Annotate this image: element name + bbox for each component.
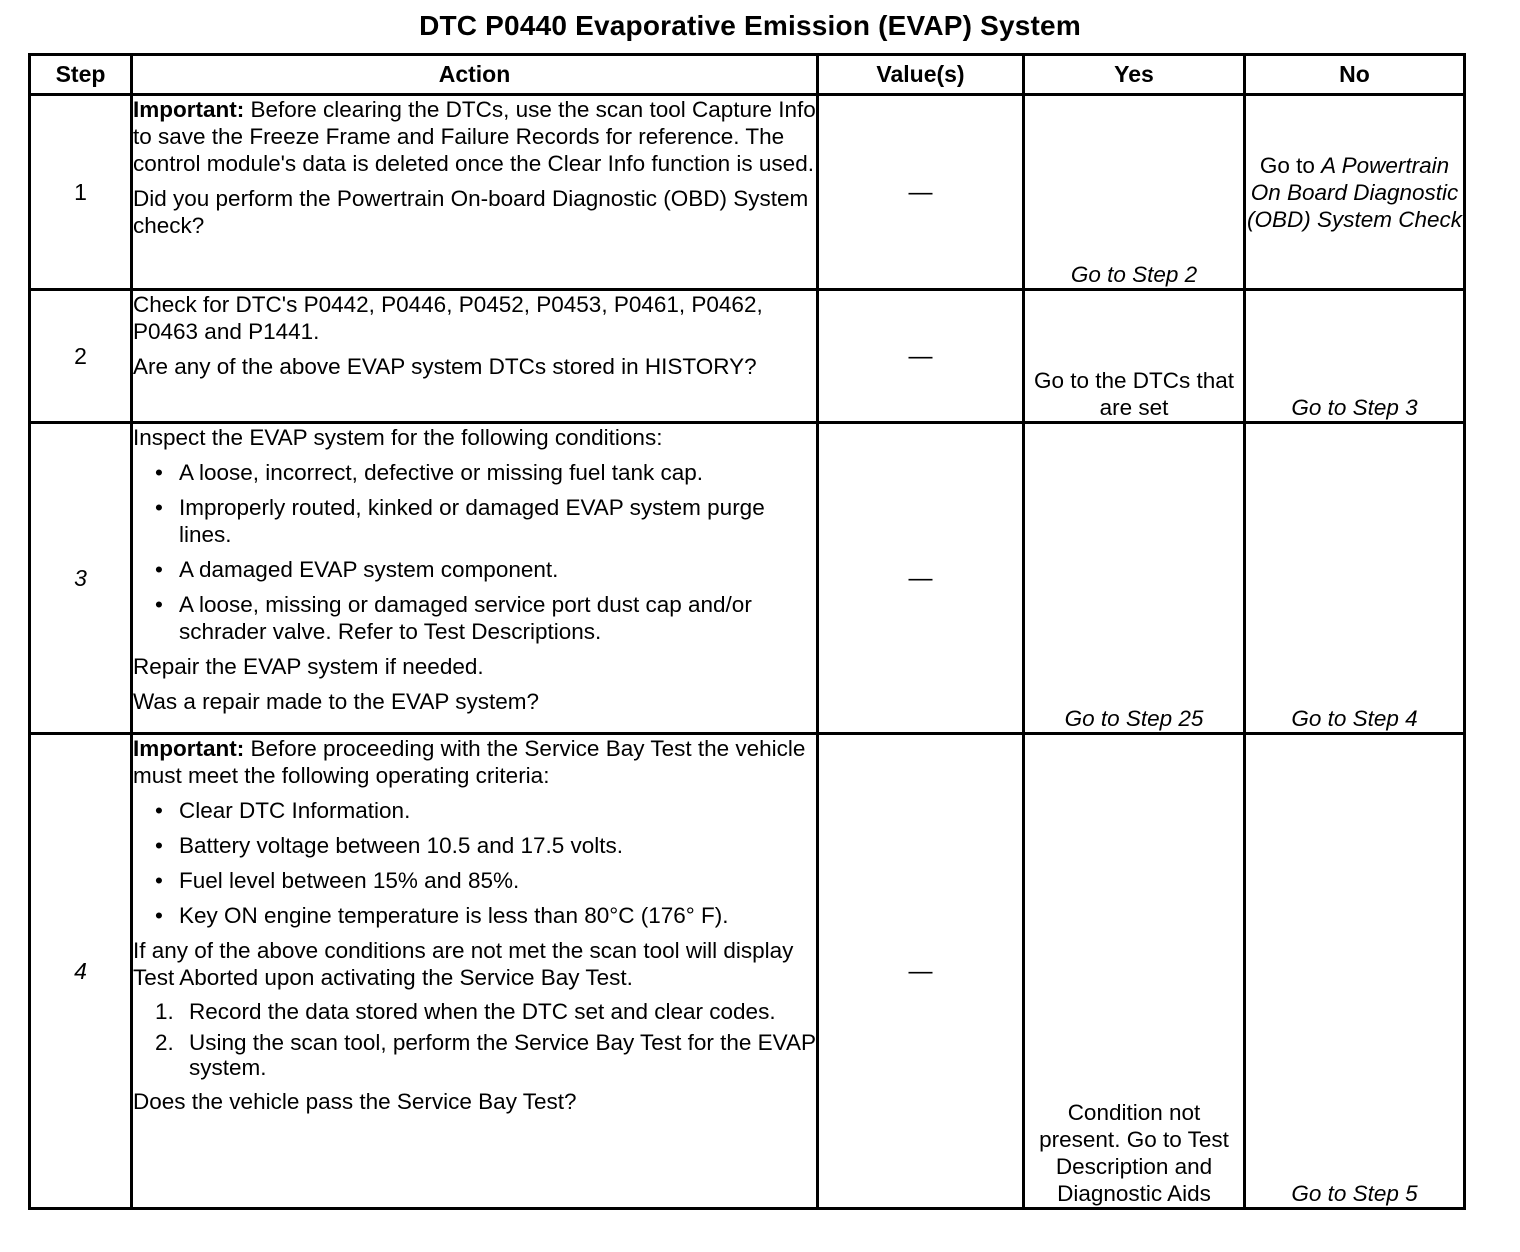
action-cell xyxy=(132,423,818,734)
value-cell: — xyxy=(818,734,1024,1209)
no-cell: Go to Step 4 xyxy=(1245,423,1465,734)
action-intro: Inspect the EVAP system for the following conditions: xyxy=(133,425,663,450)
list-item: • Fuel level between 15% and 85%. xyxy=(133,867,816,894)
list-number: 1. xyxy=(155,999,174,1024)
important-label: Important: xyxy=(133,97,245,122)
list-item: • Key ON engine temperature is less than 80°C (176° F). xyxy=(133,902,816,929)
list-item: • A loose, missing or damaged service port dust cap and/or schrader valve. Refer to Test Descriptions. xyxy=(133,591,816,645)
list-item: • Battery voltage between 10.5 and 17.5 volts. xyxy=(133,832,816,859)
table-row-step-3 xyxy=(30,423,1465,734)
yes-cell: Go to Step 2 xyxy=(1024,95,1245,290)
column-header-no: No xyxy=(1245,55,1465,95)
list-text: Record the data stored when the DTC set and clear codes. xyxy=(189,999,776,1024)
list-item: • A loose, incorrect, defective or missing fuel tank cap. xyxy=(133,459,816,486)
yes-cell: Go to the DTCs that are set xyxy=(1024,290,1245,423)
column-header-values: Value(s) xyxy=(818,55,1024,95)
list-number: 2. xyxy=(155,1030,174,1055)
step-number: 2 xyxy=(30,290,132,423)
action-note: If any of the above conditions are not met the scan tool will display Test Aborted upon activating the Service Bay Test. xyxy=(133,938,794,990)
value-cell: — xyxy=(818,95,1024,290)
action-question: Does the vehicle pass the Service Bay Test? xyxy=(133,1089,577,1114)
column-header-yes: Yes xyxy=(1024,55,1245,95)
important-text: Before clearing the DTCs, use the scan tool Capture Info to save the Freeze Frame and Failure Records for reference. The control module's data is deleted once the Clear Info function is used. xyxy=(133,97,816,176)
action-cell xyxy=(132,95,818,290)
important-note xyxy=(133,96,816,177)
no-cell xyxy=(1245,95,1465,290)
list-item xyxy=(133,999,816,1024)
document-title: DTC P0440 Evaporative Emission (EVAP) System xyxy=(419,10,1081,41)
column-header-step: Step xyxy=(30,55,132,95)
step-number: 1 xyxy=(30,95,132,290)
criteria-list xyxy=(133,797,816,929)
list-item: • A damaged EVAP system component. xyxy=(133,556,816,583)
table-row-step-1 xyxy=(30,95,1465,290)
yes-cell: Condition not present. Go to Test Description and Diagnostic Aids xyxy=(1024,734,1245,1209)
list-item: • Improperly routed, kinked or damaged EVAP system purge lines. xyxy=(133,494,816,548)
column-header-action: Action xyxy=(132,55,818,95)
no-cell: Go to Step 3 xyxy=(1245,290,1465,423)
list-text: Using the scan tool, perform the Service Bay Test for the EVAP system. xyxy=(189,1030,816,1080)
no-prefix: Go to xyxy=(1259,152,1322,178)
no-reference: A Powertrain On Board Diagnostic (OBD) System Check xyxy=(1246,152,1463,232)
value-cell: — xyxy=(818,290,1024,423)
condition-list xyxy=(133,459,816,645)
diagnostic-table xyxy=(28,53,1466,1210)
value-cell: — xyxy=(818,423,1024,734)
step-number: 4 xyxy=(30,734,132,1209)
list-item xyxy=(133,1030,816,1080)
no-cell: Go to Step 5 xyxy=(1245,734,1465,1209)
yes-cell: Go to Step 25 xyxy=(1024,423,1245,734)
step-number: 3 xyxy=(30,423,132,734)
action-question: Was a repair made to the EVAP system? xyxy=(133,689,540,714)
action-text: Check for DTC's P0442, P0446, P0452, P0453, P0461, P0462, P0463 and P1441. xyxy=(133,292,763,344)
action-repair: Repair the EVAP system if needed. xyxy=(133,654,484,679)
important-text: Before proceeding with the Service Bay Test the vehicle must meet the following operating criteria: xyxy=(133,736,806,788)
action-question: Did you perform the Powertrain On-board Diagnostic (OBD) System check? xyxy=(133,186,809,238)
header-row xyxy=(30,55,1465,95)
list-item: • Clear DTC Information. xyxy=(133,797,816,824)
action-question: Are any of the above EVAP system DTCs stored in HISTORY? xyxy=(133,354,757,379)
procedure-list xyxy=(133,999,816,1080)
table-row-step-2 xyxy=(30,290,1465,423)
table-row-step-4 xyxy=(30,734,1465,1209)
action-cell xyxy=(132,734,818,1209)
action-cell xyxy=(132,290,818,423)
important-note xyxy=(133,735,816,789)
important-label: Important: xyxy=(133,736,245,761)
